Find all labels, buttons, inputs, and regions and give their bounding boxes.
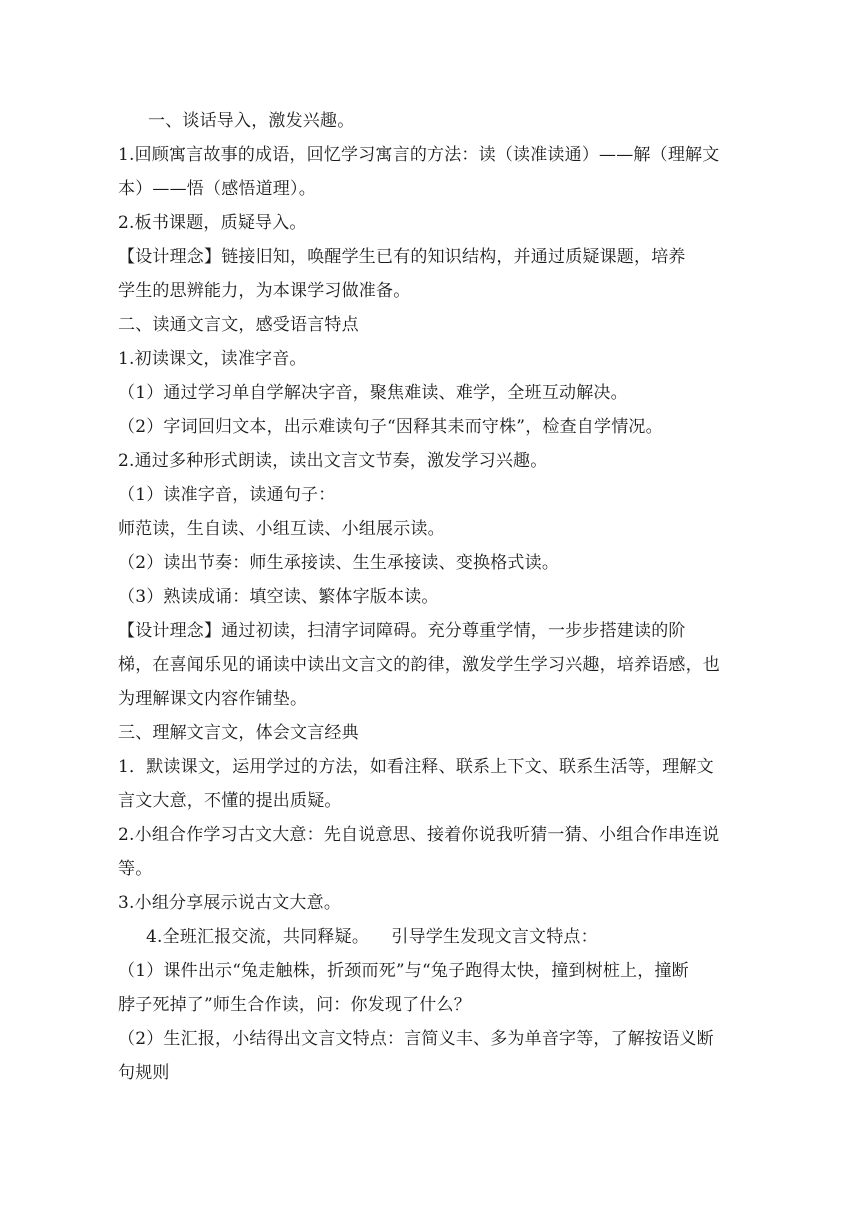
paragraph-line: （2）读出节奏：师生承接读、生生承接读、变换格式读。 — [118, 553, 560, 573]
design-note-line: 学生的思辨能力，为本课学习做准备。 — [118, 281, 411, 301]
paragraph-line: 1．默读课文，运用学过的方法，如看注释、联系上下文、联系生活等，理解文 — [118, 757, 714, 777]
section-heading-1: 一、谈话导入，激发兴趣。 — [148, 111, 355, 131]
paragraph-line: 言文大意，不懂的提出质疑。 — [118, 791, 342, 811]
paragraph-line: 句规则 — [118, 1063, 170, 1083]
paragraph-line: 等。 — [118, 859, 153, 879]
paragraph-line: 本）——悟（感悟道理）。 — [118, 179, 316, 199]
paragraph-line: 师范读，生自读、小组互读、小组展示读。 — [118, 519, 445, 539]
paragraph-line: （1）读准字音，读通句子： — [118, 485, 336, 505]
paragraph-line: 2.通过多种形式朗读，读出文言文节奏，激发学习兴趣。 — [118, 451, 548, 471]
paragraph-line: 1.回顾寓言故事的成语，回忆学习寓言的方法：读（读准读通）——解（理解文 — [118, 145, 720, 165]
design-note-line: 【设计理念】通过初读，扫清字词障碍。充分尊重学情，一步步搭建读的阶 — [118, 621, 686, 641]
section-heading-3: 三、理解文言文，体会文言经典 — [118, 723, 359, 743]
paragraph-line: 4.全班汇报交流，共同释疑。 引导学生发现文言文特点： — [146, 927, 598, 947]
paragraph-line: 3.小组分享展示说古文大意。 — [118, 893, 342, 913]
paragraph-line: （2）字词回归文本，出示难读句子“因释其耒而守株”，检查自学情况。 — [118, 417, 663, 437]
section-heading-2: 二、读通文言文，感受语言特点 — [118, 315, 359, 335]
design-note-line: 梯，在喜闻乐见的诵读中读出文言文的韵律，激发学生学习兴趣，培养语感，也 — [118, 655, 720, 675]
paragraph-line: （2）生汇报，小结得出文言文特点：言简义丰、多为单音字等，了解按语义断 — [118, 1029, 714, 1049]
paragraph-line: 1.初读课文，读准字音。 — [118, 349, 307, 369]
paragraph-line: 脖子死掉了”师生合作读，问：你发现了什么？ — [118, 995, 471, 1015]
paragraph-line: （3）熟读成诵：填空读、繁体字版本读。 — [118, 587, 439, 607]
design-note-line: 【设计理念】链接旧知，唤醒学生已有的知识结构，并通过质疑课题，培养 — [118, 247, 686, 267]
document-body — [118, 104, 733, 1090]
paragraph-line: （1）通过学习单自学解决字音，聚焦难读、难学，全班互动解决。 — [118, 383, 628, 403]
design-note-line: 为理解课文内容作铺垫。 — [118, 689, 308, 709]
paragraph-line: 2.板书课题，质疑导入。 — [118, 213, 307, 233]
paragraph-line: 2.小组合作学习古文大意：先自说意思、接着你说我听猜一猜、小组合作串连说 — [118, 825, 720, 845]
paragraph-line: （1）课件出示“兔走触株，折颈而死”与“兔子跑得太快，撞到树桩上，撞断 — [118, 961, 689, 981]
